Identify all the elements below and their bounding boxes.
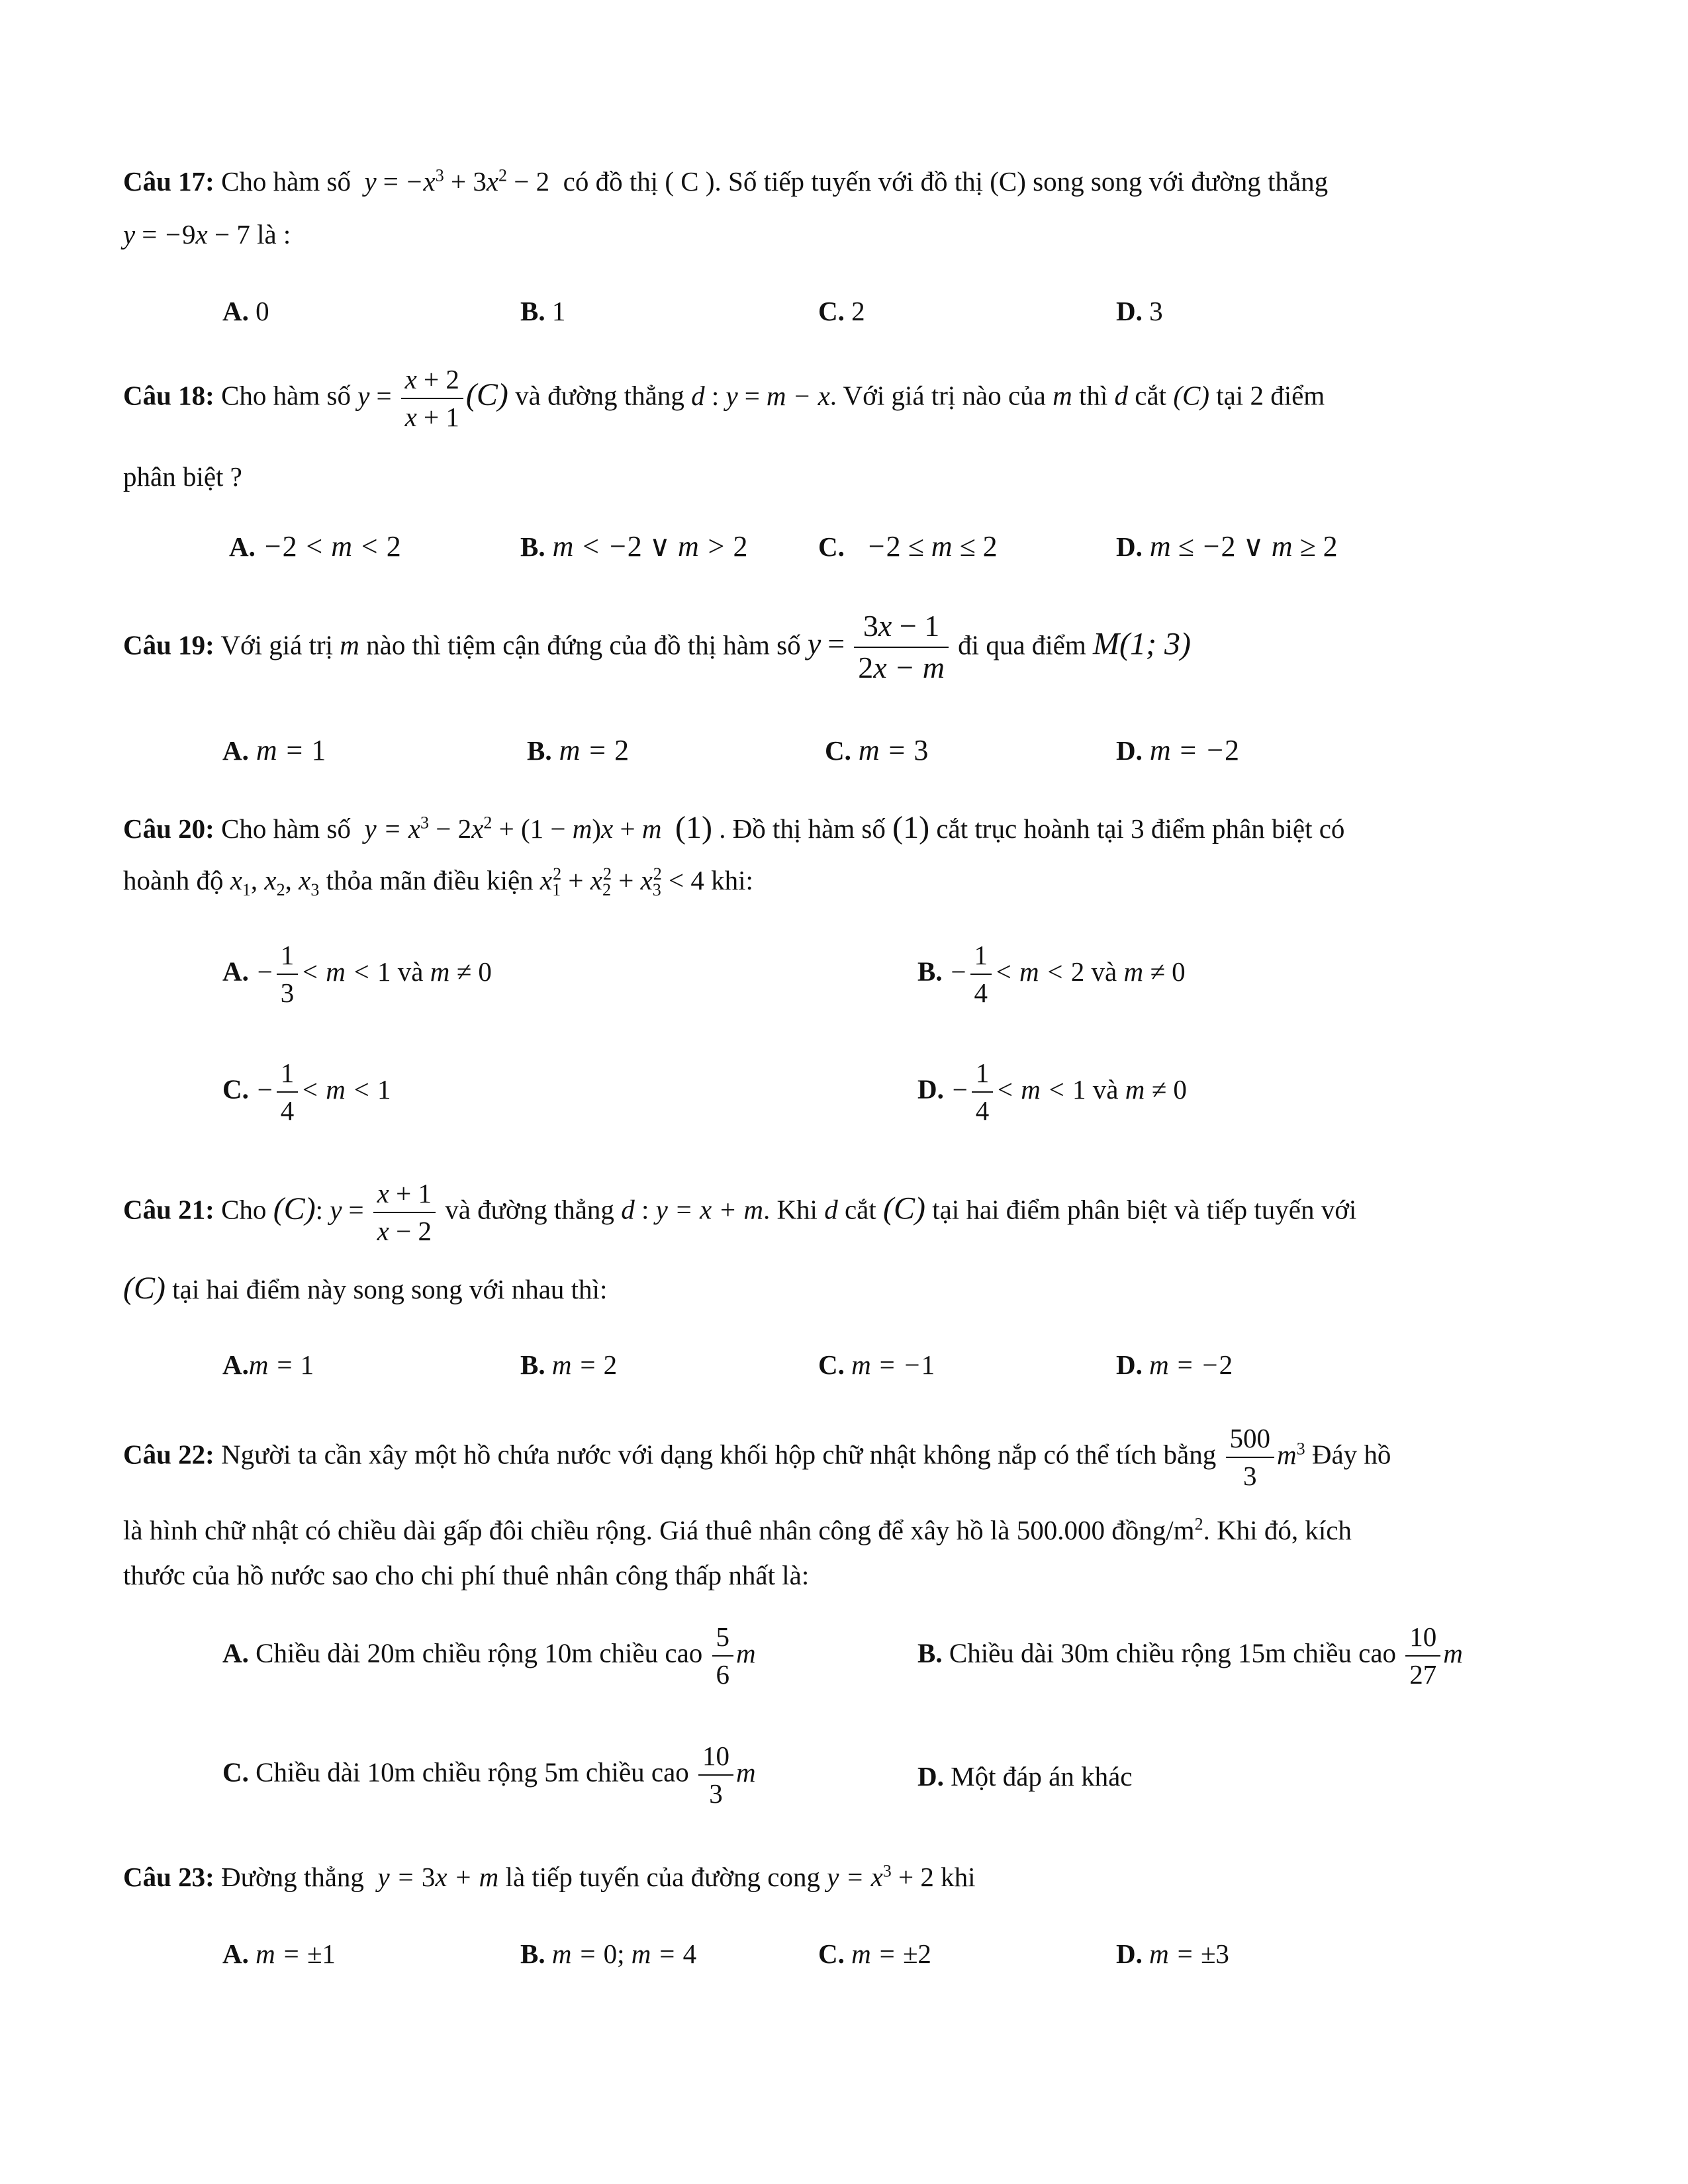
q21-function: (C): y = $\frac{x + 1}{x - 2}$ bbox=[273, 1195, 438, 1225]
q22-line-3: thước của hồ nước sao cho chi phí thuê nhân công thấp nhất là: bbox=[123, 1560, 810, 1590]
q22-label: Câu 22: bbox=[123, 1439, 214, 1470]
q23-line-1: Câu 23: Đường thẳng y = 3x + m là tiếp tuyến của đường cong $y = x^3 + 2$ khi bbox=[123, 1861, 976, 1892]
q22-line-1: Câu 22: Người ta cần xây một hồ chứa nước với dạng khối hộp chữ nhật không nắp có thể tích bằng $\frac{500}{3}$ $m^3$ Đáy hồ bbox=[123, 1423, 1391, 1492]
q23-line-equation: y = 3x + m bbox=[371, 1862, 499, 1892]
q18-label: Câu 18: bbox=[123, 380, 214, 411]
q18-line-equation: d : y = m − x bbox=[691, 380, 830, 411]
q17-option-d[interactable]: D. 3 bbox=[1116, 296, 1163, 326]
q23-option-b[interactable]: B. m = 0; m = 4 bbox=[520, 1938, 697, 1969]
q18-option-d[interactable]: D. m ≤ −2 ∨ m ≥ 2 bbox=[1116, 530, 1338, 563]
q18-option-a[interactable]: A. −2 < m < 2 bbox=[229, 530, 401, 563]
q17-option-b[interactable]: B. 1 bbox=[520, 296, 566, 326]
q22-volume: $\frac{500}{3}$ $m^3$ bbox=[1223, 1439, 1305, 1470]
q20-option-a[interactable]: A. − $\frac{1}{3}$ < m < 1 và m ≠ 0 bbox=[222, 940, 492, 1009]
q22-option-d[interactable]: D. Một đáp án khác bbox=[917, 1761, 1133, 1792]
q20-option-b[interactable]: B. − $\frac{1}{4}$ < m < 2 và m ≠ 0 bbox=[917, 940, 1186, 1009]
q22-option-c[interactable]: C. Chiều dài 10m chiều rộng 5m chiều cao $\frac{10}{3}$ m bbox=[222, 1741, 756, 1809]
q20-label: Câu 20: bbox=[123, 813, 214, 844]
q17-line-equation: y = −9x − 7 bbox=[123, 219, 250, 250]
q23-label: Câu 23: bbox=[123, 1862, 214, 1892]
q20-condition: $x_1^2 + x_2^2 + x_3^2 < 4$ bbox=[539, 864, 704, 900]
q21-option-d[interactable]: D. m = −2 bbox=[1116, 1349, 1233, 1380]
q18-option-c[interactable]: C. −2 ≤ m ≤ 2 bbox=[818, 530, 998, 563]
q21-line-equation: d : y = x + m bbox=[621, 1194, 763, 1225]
q23-option-c[interactable]: C. m = ±2 bbox=[818, 1938, 931, 1969]
q17-function: $y = -x^3 + 3x^2 - 2$ bbox=[357, 165, 550, 197]
q22-option-b[interactable]: B. Chiều dài 30m chiều rộng 15m chiều cao $\frac{10}{27}$ m bbox=[917, 1621, 1463, 1690]
q20-option-c[interactable]: C. − $\frac{1}{4}$ < m < 1 bbox=[222, 1058, 391, 1126]
q23-curve-equation: $y = x^3 + 2$ bbox=[827, 1861, 934, 1892]
q17-option-c[interactable]: C. 2 bbox=[818, 296, 865, 326]
q18-function: y = $\frac{x + 2}{x + 1}$ (C) bbox=[357, 364, 508, 433]
q19-option-c[interactable]: C. m = 3 bbox=[825, 734, 929, 766]
q22-line-2: là hình chữ nhật có chiều dài gấp đôi chiều rộng. Giá thuê nhân công để xây hồ là 500.000 đồng/$m^2$. Khi đó, kích bbox=[123, 1514, 1352, 1545]
q19-label: Câu 19: bbox=[123, 629, 214, 660]
q20-line-1: Câu 20: Cho hàm số $y = x^3 - 2x^2 + (1 - m)x + m$ (1) . Đồ thị hàm số (1) cắt trục hoành tại 3 điểm phân biệt có bbox=[123, 810, 1345, 845]
q21-option-b[interactable]: B. m = 2 bbox=[520, 1349, 618, 1380]
q22-option-a[interactable]: A. Chiều dài 20m chiều rộng 10m chiều cao $\frac{5}{6}$ m bbox=[222, 1621, 756, 1690]
q18-line-1: Câu 18: Cho hàm số y = $\frac{x + 2}{x + 1}$ (C) và đường thẳng d : y = m − x. Với giá trị nào của m thì d cắt (C) tại 2 điểm bbox=[123, 364, 1325, 433]
q17-label: Câu 17: bbox=[123, 166, 214, 197]
q19-line-1: Câu 19: Với giá trị m nào thì tiệm cận đứng của đồ thị hàm số y = $\frac{3x - 1}{2x - m}$ đi qua điểm M(1; 3) bbox=[123, 609, 1191, 684]
q18-line-2: phân biệt ? bbox=[123, 461, 242, 492]
q20-roots: $x_1$, $x_2$, $x_3$ bbox=[230, 865, 320, 900]
q23-option-d[interactable]: D. m = ±3 bbox=[1116, 1938, 1229, 1969]
q23-option-a[interactable]: A. m = ±1 bbox=[222, 1938, 336, 1969]
q20-line-2: hoành độ $x_1$, $x_2$, $x_3$ thỏa mãn điều kiện $x_1^2 + x_2^2 + x_3^2 < 4$ khi: bbox=[123, 864, 753, 900]
q20-function: $y = x^3 - 2x^2 + (1 - m)x + m$ (1) bbox=[357, 810, 712, 845]
q20-option-d[interactable]: D. − $\frac{1}{4}$ < m < 1 và m ≠ 0 bbox=[917, 1058, 1187, 1126]
q21-label: Câu 21: bbox=[123, 1194, 214, 1225]
q18-option-b[interactable]: B. m < −2 ∨ m > 2 bbox=[520, 530, 748, 563]
q19-option-d[interactable]: D. m = −2 bbox=[1116, 734, 1240, 766]
q19-point: M(1; 3) bbox=[1093, 626, 1191, 662]
q19-option-a[interactable]: A. m = 1 bbox=[222, 734, 326, 766]
q21-line-1: Câu 21: Cho (C): y = $\frac{x + 1}{x - 2}$ và đường thẳng d : y = x + m. Khi d cắt (C) tại hai điểm phân biệt và tiếp tuyến với bbox=[123, 1178, 1357, 1247]
q17-line-1: Câu 17: Cho hàm số $y = -x^3 + 3x^2 - 2$ có đồ thị ( C ). Số tiếp tuyến với đồ thị (C) song song với đường thẳng bbox=[123, 165, 1329, 197]
q19-option-b[interactable]: B. m = 2 bbox=[527, 734, 630, 766]
q21-option-c[interactable]: C. m = −1 bbox=[818, 1349, 935, 1380]
q19-function: y = $\frac{3x - 1}{2x - m}$ bbox=[808, 627, 951, 660]
q17-option-a[interactable]: A. 0 bbox=[222, 296, 269, 326]
q17-line-2: y = −9x − 7 là : bbox=[123, 219, 291, 250]
q21-line-2: (C) tại hai điểm này song song với nhau thì: bbox=[123, 1271, 608, 1306]
q21-option-a[interactable]: A.m = 1 bbox=[222, 1349, 314, 1380]
